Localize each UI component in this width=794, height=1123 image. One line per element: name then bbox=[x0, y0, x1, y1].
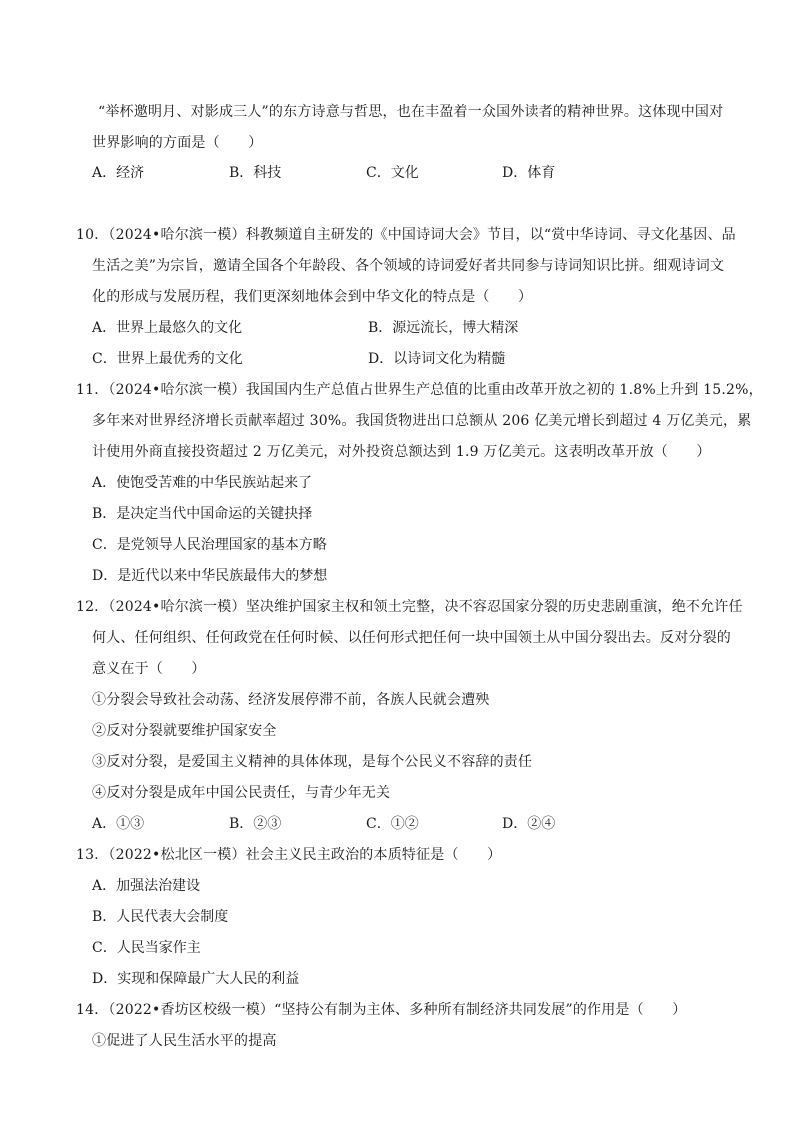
intro-option-a: A．经济 bbox=[92, 165, 145, 181]
q10-line-3: 化的形成与发展历程，我们更深刻地体会到中华文化的特点是（ ） bbox=[92, 289, 533, 305]
q12-line-1: 12．（2024•哈尔滨一模）坚决维护国家主权和领土完整，决不容忍国家分裂的历史悲剧重演，绝不允许任 bbox=[76, 599, 743, 615]
q14-statement-1: ①促进了人民生活水平的提高 bbox=[92, 1033, 277, 1049]
q12-line-3: 意义在于（ ） bbox=[92, 661, 206, 677]
q12-statement-3: ③反对分裂，是爱国主义精神的具体体现，是每个公民义不容辞的责任 bbox=[92, 754, 533, 770]
q11-line-3: 计使用外商直接投资超过 2 万亿美元，对外投资总额达到 1.9 万亿美元。这表明改革开放（ ） bbox=[92, 444, 711, 460]
q11-option-a: A．使饱受苦难的中华民族站起来了 bbox=[92, 475, 313, 491]
q14-line-1: 14．（2022•香坊区校级一模）“坚持公有制为主体、多种所有制经济共同发展”的作用是（ ） bbox=[76, 1002, 687, 1018]
q12-option-c: C．①② bbox=[366, 816, 419, 832]
q13-line-1: 13．（2022•松北区一模）社会主义民主政治的本质特征是（ ） bbox=[76, 847, 502, 863]
intro-option-d: D．体育 bbox=[502, 165, 556, 181]
q12-line-2: 何人、任何组织、任何政党在任何时候、以任何形式把任何一块中国领土从中国分裂出去。反对分裂的 bbox=[92, 630, 731, 646]
q12-option-d: D．②④ bbox=[502, 816, 556, 832]
q10-option-d: D．以诗词文化为精髓 bbox=[368, 351, 506, 367]
q11-option-b: B．是决定当代中国命运的关键抉择 bbox=[92, 506, 313, 522]
q10-line-2: 生活之美”为宗旨，邀请全国各个年龄段、各个领域的诗词爱好者共同参与诗词知识比拼。细观诗词文 bbox=[92, 258, 725, 274]
intro-option-b: B．科技 bbox=[229, 165, 282, 181]
q13-option-a: A．加强法治建设 bbox=[92, 878, 201, 894]
q13-option-b: B．人民代表大会制度 bbox=[92, 909, 229, 925]
q12-option-a: A．①③ bbox=[92, 816, 145, 832]
q13-option-d: D．实现和保障最广大人民的利益 bbox=[92, 971, 300, 987]
intro-option-c: C．文化 bbox=[366, 165, 419, 181]
q12-statement-4: ④反对分裂是成年中国公民责任，与青少年无关 bbox=[92, 785, 391, 801]
intro-line-2: 世界影响的方面是（ ） bbox=[92, 135, 263, 151]
q13-option-c: C．人民当家作主 bbox=[92, 940, 201, 956]
q11-line-1: 11．（2024•哈尔滨一模）我国国内生产总值占世界生产总值的比重由改革开放之初的 1.8%上升到 15.2%， bbox=[76, 382, 763, 398]
q11-line-2: 多年来对世界经济增长贡献率超过 30%。我国货物进出口总额从 206 亿美元增长到超过 4 万亿美元，累 bbox=[92, 413, 752, 429]
q10-option-a: A．世界上最悠久的文化 bbox=[92, 320, 243, 336]
q10-option-c: C．世界上最优秀的文化 bbox=[92, 351, 243, 367]
q12-option-b: B．②③ bbox=[229, 816, 282, 832]
q12-statement-1: ①分裂会导致社会动荡、经济发展停滞不前，各族人民就会遭殃 bbox=[92, 692, 490, 708]
q11-option-c: C．是党领导人民治理国家的基本方略 bbox=[92, 537, 327, 553]
q12-statement-2: ②反对分裂就要维护国家安全 bbox=[92, 723, 277, 739]
q11-option-d: D．是近代以来中华民族最伟大的梦想 bbox=[92, 568, 328, 584]
q10-option-b: B．源远流长，博大精深 bbox=[368, 320, 519, 336]
intro-line-1: “举杯邀明月、对影成三人”的东方诗意与哲思，也在丰盈着一众国外读者的精神世界。这体现中国对 bbox=[98, 104, 724, 120]
q10-line-1: 10．（2024•哈尔滨一模）科教频道自主研发的《中国诗词大会》节目，以“赏中华诗词、寻文化基因、品 bbox=[76, 227, 736, 243]
